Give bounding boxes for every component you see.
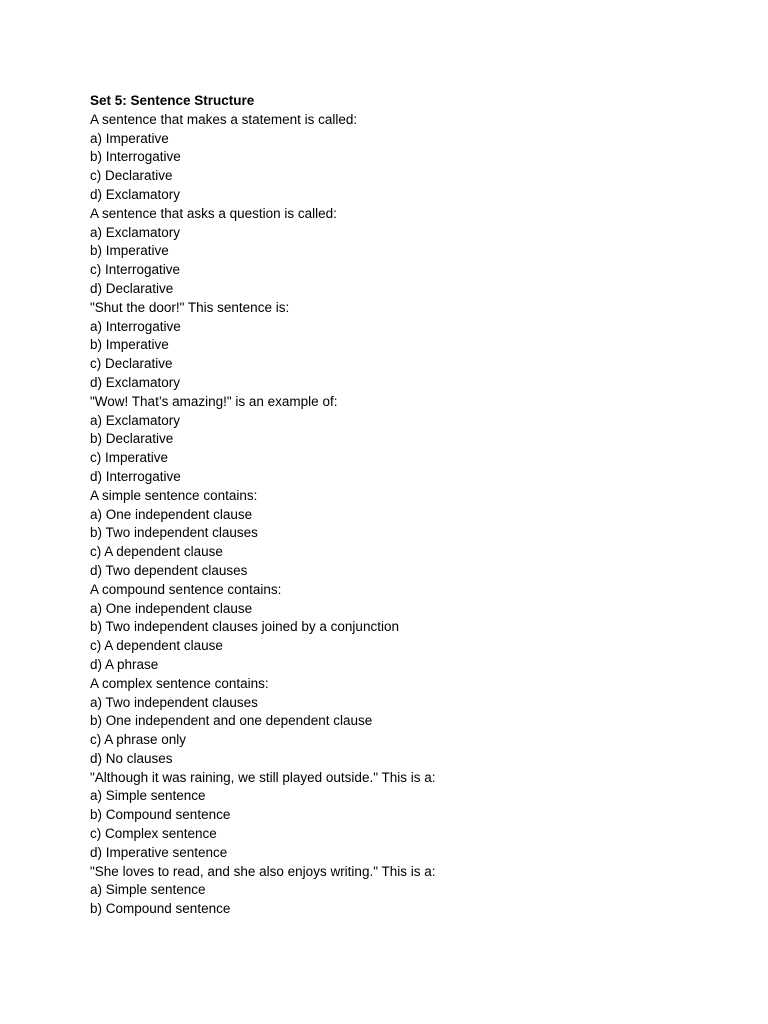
option-a: a) Exclamatory (90, 224, 181, 240)
option-c: c) Complex sentence (90, 826, 217, 842)
option-a: a) Imperative (90, 130, 169, 146)
option-c: c) A dependent clause (90, 544, 223, 560)
question-block (90, 769, 730, 863)
option-b: b) Compound sentence (90, 901, 231, 917)
option-a: a) Simple sentence (90, 882, 206, 898)
option-b: b) Two independent clauses (90, 525, 258, 541)
option-b: b) Compound sentence (90, 807, 231, 823)
option-d: d) Declarative (90, 280, 174, 296)
option-c: c) Declarative (90, 356, 173, 372)
option-d: d) Interrogative (90, 468, 181, 484)
option-d: d) No clauses (90, 750, 173, 766)
option-c: c) Declarative (90, 168, 173, 184)
question-text: A simple sentence contains: (90, 487, 258, 503)
question-text: "She loves to read, and she also enjoys writing." This is a: (90, 863, 436, 879)
question-block (90, 581, 730, 675)
option-d: d) A phrase (90, 656, 159, 672)
option-a: a) One independent clause (90, 506, 253, 522)
question-block (90, 393, 730, 487)
option-d: d) Exclamatory (90, 186, 181, 202)
option-b: b) Interrogative (90, 149, 181, 165)
question-block (90, 487, 730, 581)
option-d: d) Two dependent clauses (90, 562, 248, 578)
option-b: b) One independent and one dependent clause (90, 713, 373, 729)
option-c: c) A dependent clause (90, 638, 223, 654)
option-b: b) Imperative (90, 243, 169, 259)
option-b: b) Declarative (90, 431, 174, 447)
question-text: "Shut the door!" This sentence is: (90, 299, 290, 315)
option-a: a) Interrogative (90, 318, 181, 334)
question-block (90, 205, 730, 299)
option-b: b) Imperative (90, 337, 169, 353)
question-block (90, 111, 730, 205)
option-d: d) Exclamatory (90, 374, 181, 390)
question-text: A complex sentence contains: (90, 675, 269, 691)
option-c: c) A phrase only (90, 732, 187, 748)
option-a: a) Simple sentence (90, 788, 206, 804)
option-b: b) Two independent clauses joined by a conjunction (90, 619, 399, 635)
option-a: a) Two independent clauses (90, 694, 258, 710)
question-block (90, 299, 730, 393)
document-body (90, 92, 730, 919)
question-text: "Wow! That’s amazing!" is an example of: (90, 393, 338, 409)
option-c: c) Imperative (90, 450, 169, 466)
question-block (90, 675, 730, 769)
question-text: A sentence that makes a statement is called: (90, 111, 358, 127)
option-c: c) Interrogative (90, 262, 181, 278)
question-text: A sentence that asks a question is called: (90, 205, 337, 221)
option-a: a) One independent clause (90, 600, 253, 616)
question-text: "Although it was raining, we still played outside." This is a: (90, 769, 436, 785)
page-title: Set 5: Sentence Structure (90, 93, 255, 108)
question-block (90, 863, 730, 919)
option-a: a) Exclamatory (90, 412, 181, 428)
option-d: d) Imperative sentence (90, 844, 228, 860)
question-text: A compound sentence contains: (90, 581, 282, 597)
